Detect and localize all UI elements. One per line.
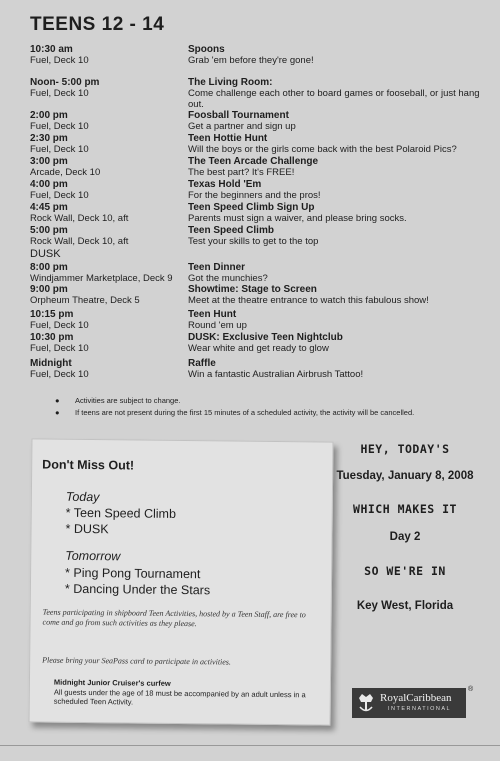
event-place: Fuel, Deck 10 [30, 144, 89, 155]
event-place: Fuel, Deck 10 [30, 343, 89, 354]
event-desc: Test your skills to get to the top [188, 236, 319, 247]
event-time: 2:30 pm [30, 133, 68, 144]
schedule-row [30, 110, 490, 132]
note-text: If teens are not present during the first 15 minutes of a scheduled activity, the activity will be cancelled. [75, 408, 415, 417]
activity-col [188, 133, 490, 155]
location-text: Key West, Florida [356, 600, 454, 612]
schedule-row [30, 77, 490, 110]
time-col [30, 110, 190, 132]
so-text: SO WE'RE IN [364, 564, 446, 578]
event-time: 5:00 pm [30, 225, 68, 236]
event-place: Arcade, Deck 10 [30, 167, 101, 178]
activity-col [188, 309, 490, 331]
schedule-row [30, 284, 490, 306]
event-time: 3:00 pm [30, 156, 68, 167]
crown-anchor-icon [356, 692, 376, 714]
dont-miss-card [29, 438, 334, 725]
time-col [30, 358, 190, 380]
note-text: Activities are subject to change. [75, 396, 181, 405]
hey-text: HEY, TODAY'S [360, 442, 450, 456]
time-col [30, 225, 190, 247]
schedule-row [30, 179, 490, 201]
tomorrow-label: Tomorrow [65, 548, 121, 564]
event-title: Teen Speed Climb Sign Up [188, 202, 315, 213]
curfew-title: Midnight Junior Cruiser's curfew [53, 677, 171, 688]
activity-col [188, 358, 490, 380]
event-desc: Round 'em up [188, 320, 247, 331]
event-desc: Win a fantastic Australian Airbrush Tattoo! [188, 369, 364, 380]
event-title: Teen Dinner [188, 262, 246, 273]
activity-col [188, 77, 490, 110]
time-col [30, 202, 190, 224]
event-place: Fuel, Deck 10 [30, 190, 89, 201]
event-desc: The best part? It's FREE! [188, 167, 295, 178]
today-item: * DUSK [65, 521, 109, 537]
event-title: Texas Hold 'Em [188, 179, 262, 190]
schedule-row [30, 202, 490, 224]
event-place: Fuel, Deck 10 [30, 88, 89, 99]
activity-col [188, 110, 490, 132]
event-desc: Get a partner and sign up [188, 121, 296, 132]
which-text: WHICH MAKES IT [353, 502, 457, 516]
card-heading: Don't Miss Out! [42, 457, 135, 473]
date-text: Tuesday, January 8, 2008 [336, 470, 474, 482]
today-label: Today [65, 489, 100, 505]
schedule-row [30, 358, 490, 380]
event-place: Windjammer Marketplace, Deck 9 [30, 273, 173, 284]
event-title: The Teen Arcade Challenge [188, 156, 319, 167]
event-time: Midnight [30, 358, 72, 369]
event-time: 4:45 pm [30, 202, 68, 213]
event-place: Fuel, Deck 10 [30, 320, 89, 331]
event-time: 8:00 pm [30, 262, 68, 273]
schedule [30, 44, 490, 381]
schedule-row [30, 225, 490, 247]
event-desc: Wear white and get ready to glow [188, 343, 329, 354]
activity-col [188, 202, 490, 224]
time-col [30, 284, 190, 306]
day-schedule [30, 44, 490, 247]
event-desc: For the beginners and the pros! [188, 190, 321, 201]
event-desc: Got the munchies? [188, 273, 268, 284]
day-text: Day 2 [389, 531, 421, 543]
event-title: Raffle [188, 358, 216, 369]
bullet-icon: ● [55, 408, 60, 417]
event-title: Teen Hunt [188, 309, 237, 320]
activity-col [188, 225, 490, 247]
event-place: Orpheum Theatre, Deck 5 [30, 295, 140, 306]
schedule-row [30, 156, 490, 178]
event-time: 10:15 pm [30, 309, 74, 320]
evening-schedule [30, 262, 490, 380]
event-place: Rock Wall, Deck 10, aft [30, 236, 129, 247]
seapass-note: Please bring your SeaPass card to participate in activities. [42, 655, 232, 667]
time-col [30, 332, 190, 354]
activity-col [188, 262, 490, 284]
schedule-row [30, 262, 490, 284]
event-title: Spoons [188, 44, 225, 55]
event-desc: Will the boys or the girls come back with the best Polaroid Pics? [188, 144, 457, 155]
time-col [30, 44, 190, 66]
registered-mark: ® [468, 686, 474, 693]
tomorrow-item: * Ping Pong Tournament [65, 565, 201, 582]
tomorrow-item: * Dancing Under the Stars [64, 581, 211, 598]
event-time: 10:30 am [30, 44, 73, 55]
divider [0, 745, 500, 746]
activity-col [188, 179, 490, 201]
event-place: Fuel, Deck 10 [30, 121, 89, 132]
event-time: 9:00 pm [30, 284, 68, 295]
logo-sub: INTERNATIONAL [388, 706, 452, 712]
time-col [30, 77, 190, 99]
today-item: * Teen Speed Climb [65, 505, 177, 521]
event-place: Fuel, Deck 10 [30, 55, 89, 66]
event-time: 2:00 pm [30, 110, 68, 121]
time-col [30, 262, 190, 284]
time-col [30, 309, 190, 331]
event-desc: Parents must sign a waiver, and please bring socks. [188, 213, 407, 224]
schedule-row [30, 44, 490, 66]
time-col [30, 156, 190, 178]
royal-caribbean-logo [352, 688, 466, 718]
schedule-row [30, 332, 490, 354]
event-time: Noon- 5:00 pm [30, 77, 100, 88]
event-place: Fuel, Deck 10 [30, 369, 89, 380]
event-place: Rock Wall, Deck 10, aft [30, 213, 129, 224]
event-desc: Meet at the theatre entrance to watch this fabulous show! [188, 295, 429, 306]
activity-col [188, 44, 490, 66]
schedule-row [30, 133, 490, 155]
event-desc: Come challenge each other to board games or fooseball, or just hang out. [188, 88, 480, 110]
activity-col [188, 156, 490, 178]
activity-col [188, 284, 490, 306]
time-col [30, 133, 190, 155]
event-title: Foosball Tournament [188, 110, 289, 121]
event-desc: Grab 'em before they're gone! [188, 55, 314, 66]
card-info: Teens participating in shipboard Teen Activities, hosted by a Teen Staff, are free to come and go from such activities as they please. [42, 607, 306, 629]
note-item [55, 408, 455, 418]
schedule-row [30, 309, 490, 331]
event-title: Teen Speed Climb [188, 225, 274, 236]
event-time: 4:00 pm [30, 179, 68, 190]
logo-name: RoyalCaribbean [380, 692, 452, 704]
event-time: 10:30 pm [30, 332, 74, 343]
event-title: Teen Hottie Hunt [188, 133, 268, 144]
time-col [30, 179, 190, 201]
page-title: TEENS 12 - 14 [30, 14, 165, 35]
event-title: The Living Room: [188, 77, 273, 88]
curfew-text: All guests under the age of 18 must be accompanied by an adult unless in a scheduled Teen Activity. [53, 687, 306, 707]
bullet-icon: ● [55, 396, 60, 405]
notes [55, 396, 455, 420]
note-item [55, 396, 455, 406]
activity-col [188, 332, 490, 354]
event-title: DUSK: Exclusive Teen Nightclub [188, 332, 343, 343]
dusk-label: DUSK [30, 248, 61, 260]
event-title: Showtime: Stage to Screen [188, 284, 317, 295]
